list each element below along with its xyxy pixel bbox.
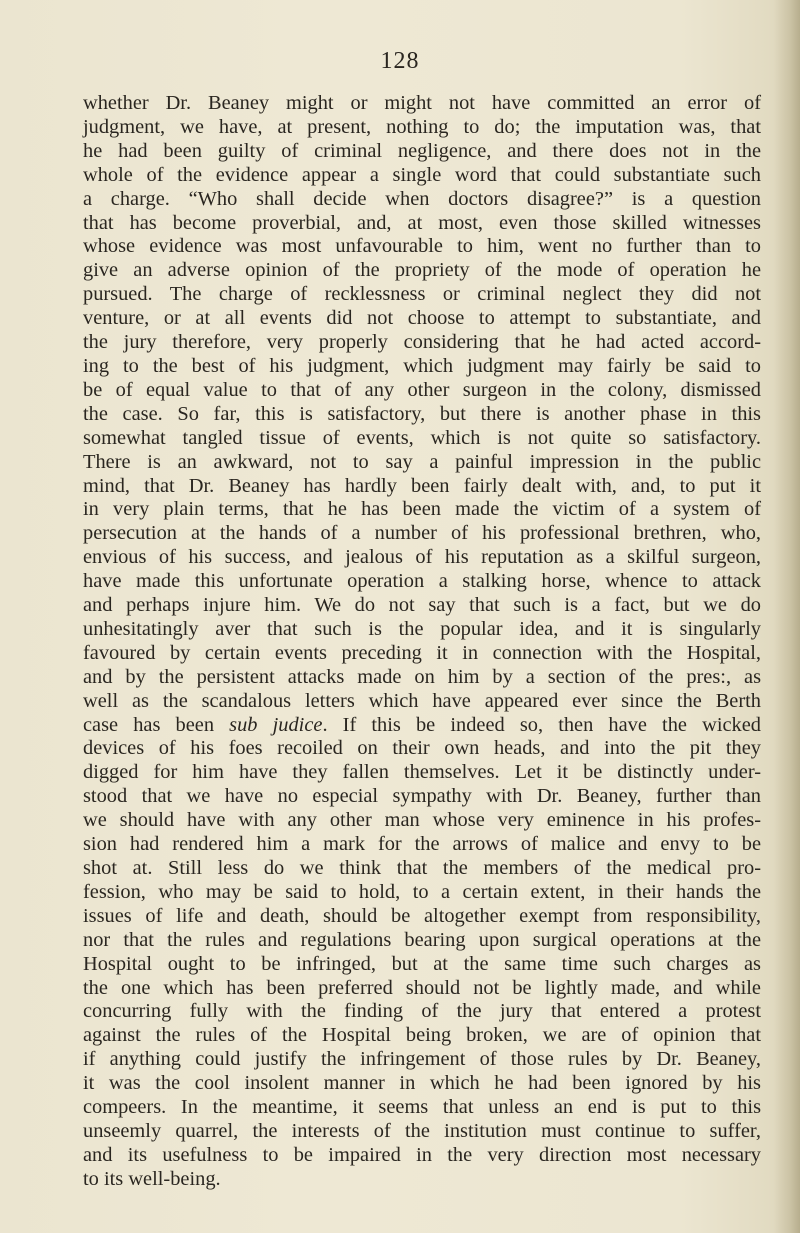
- text-line: unhesitatingly aver that such is the popular idea, and it is singularly: [83, 617, 761, 640]
- text-line: a charge. “Who shall decide when doctors disagree?” is a question: [83, 187, 761, 210]
- text-line: and perhaps injure him. We do not say that such is a fact, but we do: [83, 594, 761, 617]
- text-line: concurring fully with the finding of the jury that entered a protest: [83, 1000, 761, 1023]
- text-line: in very plain terms, that he has been made the victim of a system of: [83, 498, 761, 521]
- page-number: 128: [380, 48, 420, 74]
- text-line: he had been guilty of criminal negligence, and there does not in the: [83, 139, 761, 162]
- text-line: have made this unfortunate operation a stalking horse, whence to attack: [83, 570, 761, 593]
- text-line: sion had rendered him a mark for the arrows of malice and envy to be: [83, 833, 761, 856]
- text-line: it was the cool insolent manner in which he had been ignored by his: [83, 1072, 761, 1095]
- text-line: [83, 714, 761, 738]
- text-line: compeers. In the meantime, it seems that unless an end is put to this: [83, 1096, 761, 1119]
- text-line: persecution at the hands of a number of his professional brethren, who,: [83, 522, 761, 545]
- text-line: the one which has been preferred should not be lightly made, and while: [83, 976, 761, 999]
- text-line: There is an awkward, not to say a painful impression in the public: [83, 450, 761, 473]
- text-line: give an adverse opinion of the propriety of the mode of operation he: [83, 259, 761, 282]
- text-line: fession, who may be said to hold, to a certain extent, in their hands the: [83, 880, 761, 903]
- text-line: whose evidence was most unfavourable to him, went no further than to: [83, 235, 761, 258]
- text-line: whether Dr. Beaney might or might not have committed an error of: [83, 92, 761, 114]
- text-line: ing to the best of his judgment, which judgment may fairly be said to: [83, 354, 761, 377]
- text-line: that has become proverbial, and, at most, even those skilled witnesses: [83, 211, 761, 234]
- text-line: pursued. The charge of recklessness or criminal neglect they did not: [83, 283, 761, 306]
- text-line: against the rules of the Hospital being broken, we are of opinion that: [83, 1024, 761, 1047]
- text-line: the case. So far, this is satisfactory, but there is another phase in this: [83, 402, 761, 425]
- text-line: devices of his foes recoiled on their own heads, and into the pit they: [83, 737, 761, 760]
- text-line: well as the scandalous letters which have appeared ever since the Berth: [83, 689, 761, 712]
- text-line: issues of life and death, should be altogether exempt from responsibility,: [83, 904, 761, 927]
- text-line: mind, that Dr. Beaney has hardly been fairly dealt with, and, to put it: [83, 474, 761, 497]
- text-line: we should have with any other man whose very eminence in his profes-: [83, 809, 761, 832]
- text-line: favoured by certain events preceding it in connection with the Hospital,: [83, 641, 761, 664]
- page-edge-shadow: [774, 0, 800, 1233]
- text-line: the jury therefore, very properly considering that he had acted accord-: [83, 331, 761, 354]
- text-line: be of equal value to that of any other surgeon in the colony, dismissed: [83, 378, 761, 401]
- text-line: judgment, we have, at present, nothing to do; the imputation was, that: [83, 115, 761, 138]
- text-line: venture, or at all events did not choose to attempt to substantiate, and: [83, 307, 761, 330]
- text-line: unseemly quarrel, the interests of the institution must continue to suffer,: [83, 1119, 761, 1142]
- text-segment: case has been: [83, 713, 230, 736]
- italic-phrase: sub judice: [229, 713, 323, 736]
- text-line: whole of the evidence appear a single word that could substantiate such: [83, 163, 761, 186]
- text-line: and its usefulness to be impaired in the very direction most necessary: [83, 1143, 761, 1166]
- text-line: shot at. Still less do we think that the members of the medical pro-: [83, 857, 761, 879]
- text-line: digged for him have they fallen themselves. Let it be distinctly under-: [83, 761, 761, 784]
- text-line: envious of his success, and jealous of his reputation as a skilful surgeon,: [83, 546, 761, 569]
- text-line: Hospital ought to be infringed, but at the same time such charges as: [83, 952, 761, 975]
- text-line: nor that the rules and regulations bearing upon surgical operations at the: [83, 928, 761, 951]
- text-line: somewhat tangled tissue of events, which is not quite so satisfactory.: [83, 426, 761, 449]
- text-line: stood that we have no especial sympathy with Dr. Beaney, further than: [83, 785, 761, 808]
- article-body: [83, 92, 761, 1192]
- text-line: and by the persistent attacks made on him by a section of the pres:, as: [83, 665, 761, 688]
- text-line: if anything could justify the infringement of those rules by Dr. Beaney,: [83, 1048, 761, 1071]
- text-segment: . If this be indeed so, then have the wicked: [322, 713, 761, 736]
- text-line: to its well-being.: [83, 1167, 221, 1190]
